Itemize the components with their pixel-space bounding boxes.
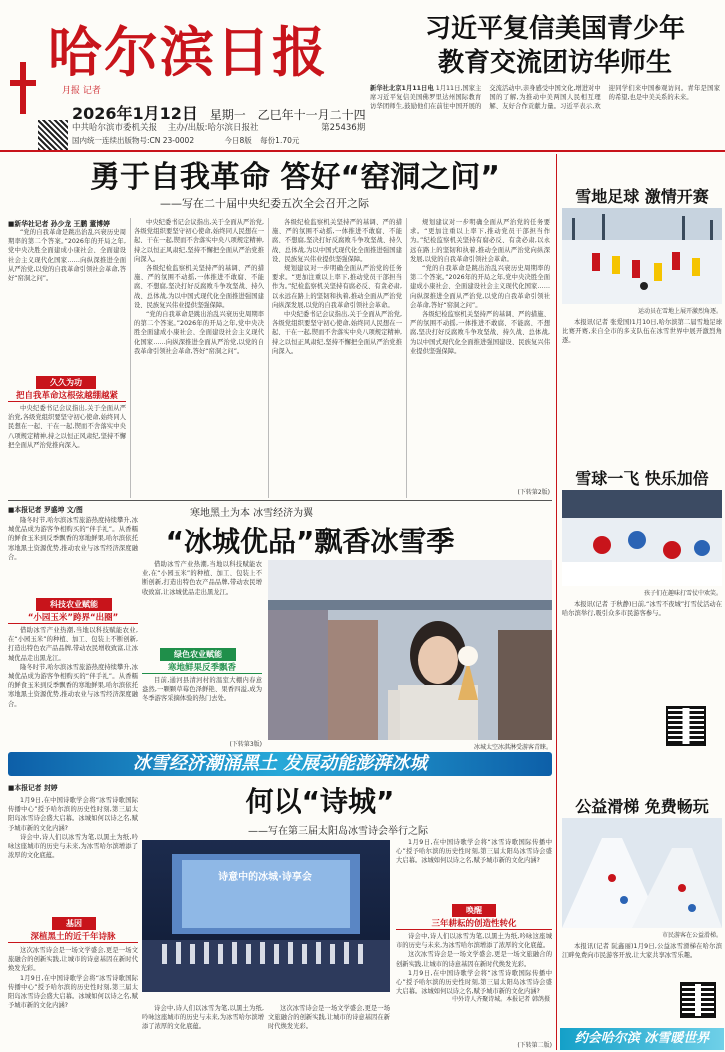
slide-photo — [562, 818, 722, 928]
masthead-logo: 哈尔滨日报 — [48, 20, 328, 84]
poetry-tag1-sub: 深植黑土的近千年诗脉 — [8, 930, 138, 943]
col-rule — [406, 218, 407, 498]
qr-code-icon — [666, 706, 706, 746]
corner-tag: 月报 记者 — [62, 86, 101, 96]
sponsor: 中共哈尔滨市委机关报 — [72, 123, 158, 133]
lead-headline-line2: 教育交流团访华师生 — [437, 48, 672, 78]
page-count: 今日8版 — [224, 136, 252, 145]
ice-story-continued: (下转第3版) — [229, 741, 262, 748]
ice-story-tag1: 科技农业赋能 — [36, 598, 112, 611]
poetry-headline: 何以“诗城” — [245, 785, 395, 818]
poetry-col2-text: 诗会中,诗人们以冰雪为笔,以黑土为纸,吟咏这座城市的历史与未来,为冰雪哈尔滨增添了浓厚的文化底蕴。 — [142, 1005, 264, 1031]
snow-football-photo — [562, 208, 722, 304]
poetry-stage-photo — [142, 840, 390, 992]
top-col4-text-c: 各级纪检监察机关坚持严的基调、严的措施、严的氛围不动摇,一体推进不敢腐、不能腐、不想腐,坚决打好反腐败斗争攻坚战、持久战、总体战,为以中国式现代化全面推进强国建设、民族复兴伟业提供坚强保障。 — [410, 311, 550, 355]
ice-story-kicker: 寒地黑土为本 冰雪经济为翼 — [190, 508, 314, 519]
sidebar-text-1-p: 本报讯(记者 张爱国)1月10日,哈尔滨第二届雪地足球比赛开赛,来自全市的多支队伍在冰雪世界中展开激烈角逐。 — [562, 319, 722, 345]
ice-col2-text: 借助冰雪产业热潮,当地以科技赋能农业,在“小园玉米”的种植、加工、包装上不断创新,打造出特色农产品品牌,带动农民增收致富,让冰城优品走出黑龙江。 — [142, 561, 262, 596]
poetry-col3-text: 这次冰雪诗会是一场文学盛会,更是一场文旅融合的创新实践,让城市的诗意基因在新时代焕发光彩。 — [268, 1005, 390, 1031]
weekday: 星期一 — [209, 108, 246, 122]
poetry-byline: ■本报记者 封婷 — [8, 784, 58, 792]
top-story-col3 — [272, 218, 402, 498]
top-story-continued: (下转第2版) — [517, 489, 550, 496]
snowball-photo — [562, 490, 722, 586]
sidebar-caption-3: 市民游客在公益滑梯。 — [661, 932, 722, 939]
sidebar-rule — [556, 154, 557, 1050]
top-story-col1b — [8, 404, 126, 496]
ice-story-col2b — [142, 676, 262, 738]
poetry-screen-text: 诗意中的冰城·诗享会 — [218, 872, 312, 883]
col-rule — [268, 218, 269, 498]
sidebar-text-3-p: 本报讯(记者 阮鑫丽)1月9日,公益冰雪滑梯在哈尔滨江畔免费向市民游客开放,让大家共享冰雪乐趣。 — [562, 943, 722, 960]
issn-line — [72, 135, 299, 146]
poetry-tag2-sub: 三年耕耘的创造性转化 — [396, 917, 552, 930]
ice-col1b-text-b: 隆冬时节,哈尔滨冰雪旅游热度持续攀升,冰城优品成为游客争相购买的“伴手礼”。从香糯的鲜食玉米到反季飘香的寒地鲜果,哈尔滨依托寒地黑土资源优势,推动农业与冰雪经济深度融合。 — [8, 663, 138, 708]
ice-col1b-text: 借助冰雪产业热潮,当地以科技赋能农业,在“小园玉米”的种植、加工、包装上不断创新,打造出特色农产品品牌,带动农民增收致富,让冰城优品走出黑龙江。 — [8, 627, 138, 662]
ice-story-tag2-sub: 寒地鲜果反季飘香 — [142, 661, 262, 674]
ice-col1-text: 隆冬时节,哈尔滨冰雪旅游热度持续攀升,冰城优品成为游客争相购买的“伴手礼”。从香糯的鲜食玉米到反季飘香的寒地鲜果,哈尔滨依托寒地黑土资源优势,推动农业与冰雪经济深度融合。 — [8, 517, 138, 561]
ice-story-col1b — [8, 626, 138, 748]
poetry-col1-text: 1月9日,在中国诗歌学会将“冰雪诗歌国际传播中心”授予哈尔滨的历史性时刻,第三届太阳岛冰雪诗会盛大启幕。冰城如何以诗之名,赋予城市新的文化内涵? — [8, 797, 138, 832]
ice-story-col2 — [142, 560, 262, 646]
lead-story-body — [370, 84, 720, 146]
issue-number: 第25436期 — [321, 123, 366, 133]
poetry-col4-text: 1月9日,在中国诗歌学会将“冰雪诗歌国际传播中心”授予哈尔滨的历史性时刻,第三届太阳岛冰雪诗会盛大启幕。冰城如何以诗之名,赋予城市新的文化内涵? — [396, 839, 552, 865]
sidebar-headline-1: 雪地足球 激情开赛 — [575, 187, 709, 206]
sidebar-headline-3: 公益滑梯 免费畅玩 — [575, 797, 709, 816]
poetry-col1 — [8, 796, 138, 914]
ice-photo-caption: 冰城太空冰淇淋受游客青睐。 — [473, 744, 552, 751]
poetry-col1b-text-b: 1月9日,在中国诗歌学会将“冰雪诗歌国际传播中心”授予哈尔滨的历史性时刻,第三届太阳岛冰雪诗会盛大启幕。冰城如何以诗之名,赋予城市新的文化内涵? — [8, 974, 138, 1010]
top-col1b-text: 中央纪委书记会议指出,关于全面从严治党,各级党组织要坚守初心使命,始终同人民想在一起、干在一起,锲而不舍落实中央八项规定精神,持之以恒正风肃纪,坚持不懈把全面从严治党推向深入。 — [8, 405, 126, 449]
lunar-date: 乙巳年十一月二十四 — [257, 108, 366, 122]
ice-story-col1 — [8, 516, 138, 596]
poetry-col1b-text: 这次冰雪诗会是一场文学盛会,更是一场文旅融合的创新实践,让城市的诗意基因在新时代焕发光彩。 — [8, 947, 138, 973]
top-col2-text-c: “党的自我革命是跳出治乱兴衰历史周期率的第二个答案。”2026年的开局之年,党中央决胜全面建成小康社会、全面建设社会主义现代化国家……向纵深推进全面从严治党,以党的自我革命引领社会革命,答好“窑洞之问”。 — [134, 311, 264, 355]
lead-headline-line1: 习近平复信美国青少年 — [424, 14, 685, 44]
ice-story-byline: ■本报记者 罗盛坤 文/图 — [8, 506, 83, 514]
poetry-tag1: 基因 — [52, 917, 96, 930]
poetry-col3 — [268, 1004, 390, 1048]
poetry-continued: (下转第二版) — [517, 1042, 552, 1049]
emblem-icon — [8, 60, 38, 116]
ice-story-tag2: 绿色农业赋能 — [160, 648, 236, 661]
publisher: 主办/出版:哈尔滨日报社 — [167, 123, 259, 133]
top-story-col1 — [8, 228, 126, 373]
poetry-subhead: ——写在第三届太阳岛冰雪诗会举行之际 — [248, 826, 428, 837]
top-story-col4 — [410, 218, 550, 486]
top-story-subhead: ——写在二十届中央纪委五次全会召开之际 — [160, 197, 369, 210]
poetry-col4b — [396, 932, 552, 1038]
lead-text: 1月11日,国家主席习近平复信美国佛罗里达州国际教育访华团师生,鼓励他们在前往中国开展的交流活动中,亲身感受中国文化,增进对中国的了解,为推动中美两国人民相互理解、友好合作贡献力量。习近平表示,欢迎同学们来中国参观访问。青年是国家的希望,也是中美关系的未来。 — [370, 85, 720, 111]
sidebar-text-2-p: 本报讯(记者 于秋静)日前,“冰雪不夜城”打雪仗活动在哈尔滨举行,吸引众多市民游客参与。 — [562, 601, 722, 618]
ice-story-tag1-sub: “小园玉米”跨界“出圈” — [8, 611, 138, 624]
price: 每份1.70元 — [260, 136, 300, 145]
lead-headline — [390, 12, 720, 80]
ice-banner: 冰雪经济潮涌黑土 发展动能澎湃冰城 — [8, 752, 552, 776]
sidebar-caption-2: 孩子们在趣味打雪仗中欢笑。 — [643, 590, 722, 597]
lead-dateline: 新华社北京1月11日电 — [370, 85, 434, 92]
poetry-col1b — [8, 946, 138, 1046]
col-rule — [130, 218, 131, 498]
poetry-col4b-text-c: 1月9日,在中国诗歌学会将“冰雪诗歌国际传播中心”授予哈尔滨的历史性时刻,第三届太阳岛冰雪诗会盛大启幕。冰城如何以诗之名,赋予城市新的文化内涵? — [396, 969, 552, 996]
sidebar-caption-1: 运动员在雪地上展开激烈角逐。 — [637, 308, 722, 315]
top-col1-text: “党的自我革命是跳出治乱兴衰历史周期率的第二个答案。”2026年的开局之年,党中央决胜全面建成小康社会、全面建设社会主义现代化国家……向纵深推进全面从严治党,以党的自我革命引领社会革命,答好“窑洞之问”。 — [8, 229, 126, 283]
ice-cream-photo — [268, 560, 552, 740]
sidebar-text-1 — [562, 318, 722, 428]
poetry-col4b-text: 诗会中,诗人们以冰雪为笔,以黑土为纸,吟咏这座城市的历史与未来,为冰雪哈尔滨增添了浓厚的文化底蕴。 — [396, 933, 552, 950]
section-divider — [8, 500, 552, 501]
top-story-col2 — [134, 218, 264, 498]
qr-code-icon — [38, 120, 68, 150]
top-col3-text-c: 中央纪委书记会议指出,关于全面从严治党,各级党组织要坚守初心使命,始终同人民想在一起、干在一起,锲而不舍落实中央八项规定精神,持之以恒正风肃纪,坚持不懈把全面从严治党推向深入。 — [272, 311, 402, 355]
cn-number: 国内统一连续出版物号:CN 23-0002 — [72, 136, 195, 145]
poetry-tag2: 唤醒 — [452, 904, 496, 917]
poetry-photo-caption: 中外诗人齐聚诗城。本报记者 韩鸽摄 — [452, 996, 550, 1003]
top-story-tag-sub: 把自我革命这根弦越绷越紧 — [8, 389, 126, 402]
top-col3-text: 各级纪检监察机关坚持严的基调、严的措施、严的氛围不动摇,一体推进不敢腐、不能腐、不想腐,坚决打好反腐败斗争攻坚战、持久战、总体战,为以中国式现代化全面推进强国建设、民族复兴伟业提供坚强保障。 — [272, 219, 402, 263]
top-story-byline: ■新华社记者 孙少龙 王鹏 董博婷 — [8, 220, 110, 228]
publisher-line — [72, 121, 365, 133]
qr-code-icon — [680, 982, 716, 1018]
poetry-col4 — [396, 838, 552, 902]
top-col2-text-b: 各级纪检监察机关坚持严的基调、严的措施、严的氛围不动摇,一体推进不敢腐、不能腐、不想腐,坚决打好反腐败斗争攻坚战、持久战、总体战,为以中国式现代化全面推进强国建设、民族复兴伟业提供坚强保障。 — [134, 265, 264, 309]
top-col4-text: 规划建议对一步明确全面从严治党的任务要求。“更加注重以上率下,推动党员干部担当作为。”纪检监察机关坚持有腐必反、有贪必肃,以永远在路上的坚韧和执着,推动全面从严治党向纵深发展,以党的自我革命引领社会革命。 — [410, 219, 550, 263]
ice-story-headline: “冰城优品”飘香冰雪季 — [165, 525, 455, 558]
top-col2-text: 中央纪委书记会议指出,关于全面从严治党,各级党组织要坚守初心使命,始终同人民想在一起、干在一起,锲而不舍落实中央八项规定精神,持之以恒正风肃纪,坚持不懈把全面从严治党推向深入。 — [134, 219, 264, 263]
issue-date: 2026年1月12日 — [72, 104, 198, 123]
sidebar-headline-2: 雪球一飞 快乐加倍 — [575, 469, 709, 488]
sidebar-banner: 约会哈尔滨 冰雪暖世界 — [560, 1028, 724, 1050]
top-col4-text-b: “党的自我革命是跳出治乱兴衰历史周期率的第二个答案。”2026年的开局之年,党中央决胜全面建成小康社会、全面建设社会主义现代化国家……向纵深推进全面从严治党,以党的自我革命引领社会革命,答好“窑洞之问”。 — [410, 265, 550, 309]
top-col3-text-b: 规划建议对一步明确全面从严治党的任务要求。“更加注重以上率下,推动党员干部担当作为。”纪检监察机关坚持有腐必反、有贪必肃,以永远在路上的坚韧和执着,推动全面从严治党向纵深发展,以党的自我革命引领社会革命。 — [272, 265, 402, 309]
ice-col2b-text: 目前,通河县清河村的温室大棚内春意盎然,一颗颗草莓色泽鲜艳、果香四溢,成为冬季游客采摘体验的热门去处。 — [142, 677, 262, 703]
poetry-col2 — [142, 1004, 264, 1048]
top-story-tag: 久久为功 — [36, 376, 96, 389]
poetry-col1-text-b: 诗会中,诗人们以冰雪为笔,以黑土为纸,吟咏这座城市的历史与未来,为冰雪哈尔滨增添了浓厚的文化底蕴。 — [8, 833, 138, 860]
top-story-headline: 勇于自我革命 答好“窑洞之问” — [90, 160, 500, 195]
poetry-col4b-text-b: 这次冰雪诗会是一场文学盛会,更是一场文旅融合的创新实践,让城市的诗意基因在新时代焕发光彩。 — [396, 951, 552, 968]
